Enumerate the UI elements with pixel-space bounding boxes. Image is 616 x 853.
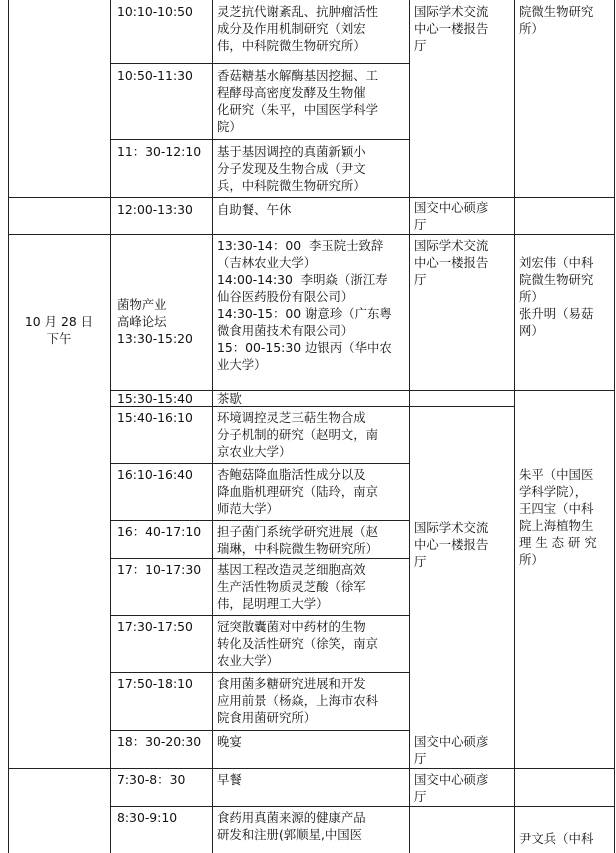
content-line: 瑞琳，中科院微生物研究所） — [217, 541, 379, 556]
host-line: 网） — [519, 323, 544, 338]
venue-line: 厅 — [414, 38, 427, 53]
content-line: 仙谷医药股份有限公司） — [217, 289, 354, 304]
time-cell: 17:50-18:10 — [117, 676, 193, 691]
venue-line: 中心一楼报告 — [414, 537, 489, 552]
time-cell: 7:30-8：30 — [117, 772, 186, 787]
host-line: 学科学院）， — [519, 484, 588, 499]
content-line: 伟，中科院微生物研究所） — [217, 38, 366, 53]
time-cell: 16：40-17:10 — [117, 524, 202, 539]
venue-line: 国际学术交流 — [414, 520, 489, 535]
content-line: 转化及活性研究（徐笑，南京 — [217, 636, 379, 651]
time-cell: 15:30-15:40 — [117, 391, 193, 406]
col-line — [8, 0, 9, 853]
host-line: 院微生物研究 — [519, 272, 594, 287]
venue-line: 国交中心硕彦 — [414, 200, 489, 215]
host-line: 张升明（易菇 — [519, 306, 594, 321]
content-line: 化研究（朱平，中国医学科学 — [217, 102, 379, 117]
content-line: 院） — [217, 119, 242, 134]
content-line: 担子菌门系统学研究进展（赵 — [217, 524, 379, 539]
host-line: 王四宝（中科 — [519, 501, 594, 516]
venue-line: 中心一楼报告 — [414, 21, 489, 36]
venue-line: 厅 — [414, 751, 427, 766]
date-cell: 10 月 28 日 — [24, 314, 94, 329]
venue-line: 国交中心硕彦 — [414, 734, 489, 749]
col-line — [212, 0, 213, 853]
row-line — [8, 234, 615, 235]
content-line: 基于基因调控的真菌新颖小 — [217, 144, 366, 159]
content-line: 环境调控灵芝三萜生物合成 — [217, 410, 366, 425]
row-line — [8, 768, 615, 769]
venue-line: 国际学术交流 — [414, 238, 489, 253]
content-line: 茶歇 — [217, 391, 242, 406]
venue-line: 厅 — [414, 554, 427, 569]
content-line: 生产活性物质灵芝酸（徐军 — [217, 579, 366, 594]
time-cell: 12:00-13:30 — [117, 202, 193, 217]
content-line: 分子机制的研究（赵明文，南 — [217, 427, 379, 442]
time-cell: 11：30-12:10 — [117, 144, 202, 159]
row-line — [110, 558, 409, 559]
content-line: 农业大学） — [217, 653, 279, 668]
content-line: 冠突散囊菌对中药材的生物 — [217, 619, 366, 634]
time-cell: 17：10-17:30 — [117, 562, 202, 577]
time-cell: 18：30-20:30 — [117, 734, 202, 749]
host-line: 所） — [519, 289, 544, 304]
venue-line: 国际学术交流 — [414, 4, 489, 19]
time-cell: 17:30-17:50 — [117, 619, 193, 634]
host-line: 所） — [519, 552, 544, 567]
session-line: 菌物产业 — [117, 297, 167, 312]
content-line: 自助餐、午休 — [217, 202, 292, 217]
content-line: 14:30-15：00 谢意珍（广东粤 — [217, 306, 392, 321]
content-line: （吉林农业大学） — [217, 255, 317, 270]
content-line: 院食用菌研究所） — [217, 710, 317, 725]
content-line: 微食用菌技术有限公司） — [217, 323, 354, 338]
content-line: 程酵母高密度发酵及生物催 — [217, 85, 366, 100]
content-line: 降血脂机理研究（陆玲，南京 — [217, 484, 379, 499]
time-cell: 10:50-11:30 — [117, 68, 193, 83]
time-cell: 8:30-9:10 — [117, 810, 178, 825]
host-line: 理 生 态 研 究 — [519, 535, 597, 550]
content-line: 杏鲍菇降血脂活性成分以及 — [217, 467, 366, 482]
content-line: 食用菌多糖研究进展和开发 — [217, 676, 366, 691]
content-line: 兵，中科院微生物研究所） — [217, 178, 366, 193]
venue-line: 厅 — [414, 272, 427, 287]
row-line — [110, 63, 409, 64]
row-line — [110, 520, 409, 521]
host-line: 院微生物研究 — [519, 4, 594, 19]
row-line — [110, 139, 409, 140]
content-line: 师范大学） — [217, 501, 279, 516]
venue-line: 厅 — [414, 789, 427, 804]
content-line: 食药用真菌来源的健康产品 — [217, 810, 366, 825]
content-line: 基因工程改造灵芝细胞高效 — [217, 562, 366, 577]
venue-line: 国交中心硕彦 — [414, 772, 489, 787]
row-line — [110, 806, 615, 807]
host-line: 刘宏伟（中科 — [519, 255, 594, 270]
content-line: 京农业大学） — [217, 444, 292, 459]
content-line: 13:30-14：00 李玉院士致辞 — [217, 238, 384, 253]
col-line — [514, 0, 515, 853]
col-line — [409, 0, 410, 853]
row-line — [110, 672, 409, 673]
content-line: 伟，昆明理工大学） — [217, 596, 329, 611]
row-line — [8, 197, 615, 198]
col-line — [614, 0, 615, 853]
host-line: 朱平（中国医 — [519, 467, 594, 482]
session-line: 高峰论坛 — [117, 314, 167, 329]
content-line: 14:00-14:30 李明焱（浙江寿 — [217, 272, 388, 287]
venue-line: 厅 — [414, 217, 427, 232]
content-line: 成分及作用机制研究（刘宏 — [217, 21, 366, 36]
row-line — [110, 463, 409, 464]
venue-line: 中心一楼报告 — [414, 255, 489, 270]
row-line — [110, 615, 409, 616]
time-cell: 15:40-16:10 — [117, 410, 193, 425]
host-line: 所） — [519, 21, 544, 36]
content-line: 早餐 — [217, 772, 242, 787]
content-line: 灵芝抗代谢紊乱、抗肿瘤活性 — [217, 4, 379, 19]
content-line: 业大学） — [217, 357, 267, 372]
content-line: 香菇糖基水解酶基因挖掘、工 — [217, 68, 379, 83]
content-line: 晚宴 — [217, 734, 242, 749]
host-line: 院上海植物生 — [519, 518, 594, 533]
date-cell: 下午 — [46, 331, 72, 346]
time-cell: 16:10-16:40 — [117, 467, 193, 482]
content-line: 15：00-15:30 边银丙（华中农 — [217, 340, 392, 355]
time-cell: 10:10-10:50 — [117, 4, 193, 19]
host-line: 尹文兵（中科 — [519, 831, 594, 846]
content-line: 分子发现及生物合成（尹文 — [217, 161, 366, 176]
row-line — [110, 730, 409, 731]
content-line: 应用前景（杨焱，上海市农科 — [217, 693, 379, 708]
col-line — [110, 0, 111, 853]
session-line: 13:30-15:20 — [117, 331, 193, 346]
content-line: 研发和注册(郭顺星,中国医 — [217, 827, 363, 842]
